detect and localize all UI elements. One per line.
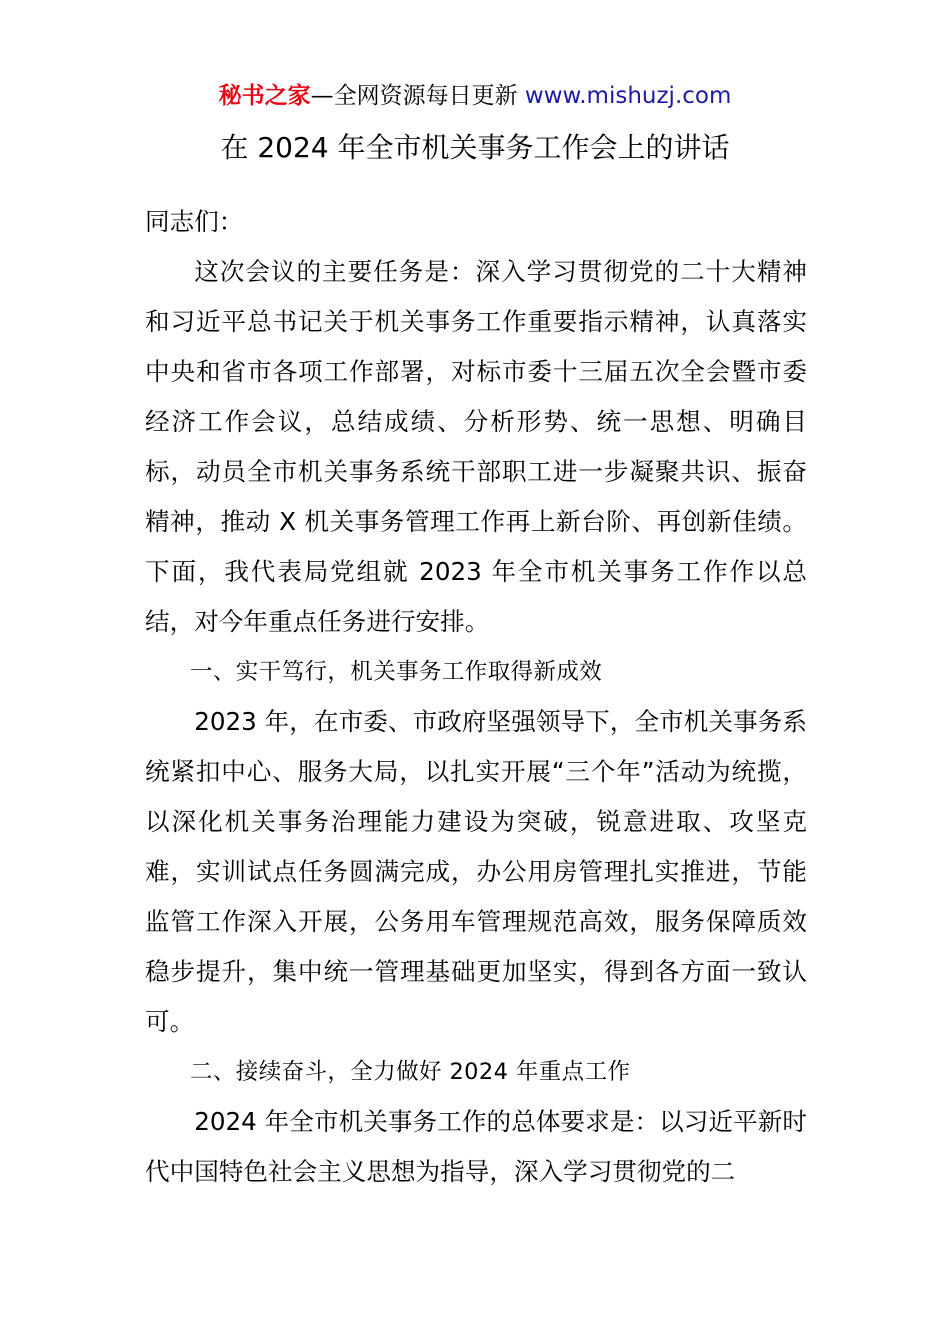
- section-heading-2: 二、接续奋斗，全力做好 2024 年重点工作: [190, 1059, 631, 1085]
- section-1-paragraph: 2023 年，在市委、市政府坚强领导下，全市机关事务系统紧扣中心、服务大局，以扎实开展“三个年”活动为统揽，以深化机关事务治理能力建设为突破，锐意进取、攻坚克难，实训试点任务圆满完成，办公用房管理扎实推进，节能监管工作深入开展，公务用车管理规范高效，服务保障质效稳步提升，集中统一管理基础更加坚实，得到各方面一致认可。: [145, 707, 807, 1036]
- site-banner: [0, 80, 950, 112]
- document-body: [145, 197, 807, 1307]
- section-2-paragraph: 2024 年全市机关事务工作的总体要求是：以习近平新时代中国特色社会主义思想为指导，深入学习贯彻党的二: [145, 1107, 807, 1186]
- brand-name: 秘书之家: [218, 83, 311, 109]
- banner-tagline: —全网资源每日更新: [310, 83, 518, 109]
- document-title: 在 2024 年全市机关事务工作会上的讲话: [220, 131, 730, 164]
- site-url-link[interactable]: www.mishuzj.com: [524, 83, 732, 109]
- intro-paragraph: 这次会议的主要任务是：深入学习贯彻党的二十大精神和习近平总书记关于机关事务工作重要指示精神，认真落实中央和省市各项工作部署，对标市委十三届五次全会暨市委经济工作会议，总结成绩、分析形势、统一思想、明确目标，动员全市机关事务系统干部职工进一步凝聚共识、振奋精神，推动 X 机关事务管理工作再上新台阶、再创新佳绩。下面，我代表局党组就 2023 年全市机关事务工作作以总结，对今年重点任务进行安排。: [145, 257, 807, 636]
- salutation: 同志们：: [145, 207, 244, 236]
- section-heading-1: 一、实干笃行，机关事务工作取得新成效: [190, 659, 603, 685]
